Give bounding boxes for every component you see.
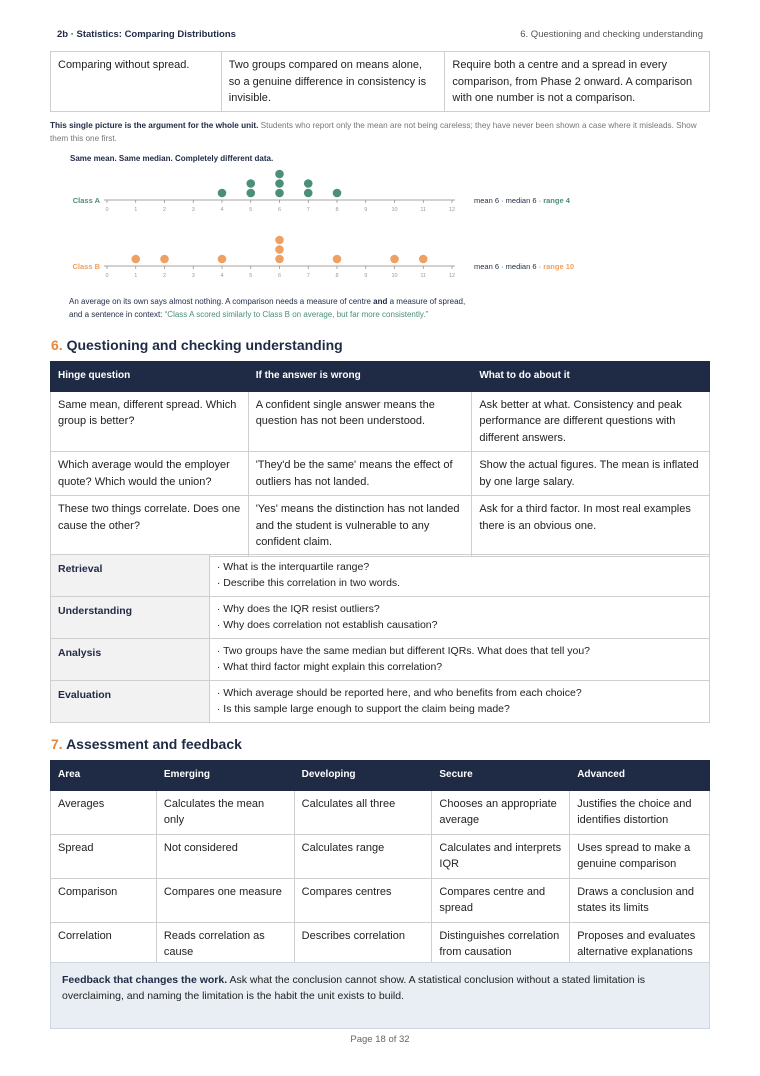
tick-label: 8 xyxy=(335,273,339,279)
table-cell: Distinguishes correlation from causation xyxy=(432,922,570,966)
table-cell: Justifies the choice and identifies distortion xyxy=(570,790,710,834)
tick-label: 3 xyxy=(191,273,195,279)
table-cell: Ask better at what. Consistency and peak performance are different questions with different answers. xyxy=(472,391,710,452)
table-header-row xyxy=(51,362,710,392)
caption-text: An average on its own says almost nothing. A comparison needs a measure of centre xyxy=(69,297,374,306)
table-cell: Chooses an appropriate average xyxy=(432,790,570,834)
table-row xyxy=(51,922,710,966)
series-summary xyxy=(474,196,571,205)
table-cell: Uses spread to make a genuine comparison xyxy=(570,834,710,878)
table-cell: Proposes and evaluates alternative explanations xyxy=(570,922,710,966)
table-cell: 'Yes' means the distinction has not landed and the student is vulnerable to any confident claim. xyxy=(248,496,472,557)
table-cell: Show the actual figures. The mean is inflated by one large salary. xyxy=(472,452,710,496)
tick-label: 0 xyxy=(105,207,109,213)
column-header: Hinge question xyxy=(51,362,249,392)
table-row xyxy=(51,639,710,681)
carryover-table xyxy=(50,51,710,112)
table-cell: Require both a centre and a spread in every comparison, from Phase 2 onward. A comparison with one number is not a comparison. xyxy=(445,52,710,112)
tick-label: 9 xyxy=(364,207,368,213)
tick-label: 7 xyxy=(306,207,310,213)
question-level-label: Analysis xyxy=(51,639,210,681)
tick-label: 1 xyxy=(134,207,138,213)
table-row xyxy=(51,878,710,922)
question-levels-table xyxy=(50,554,710,723)
table-cell: Ask for a third factor. In most real examples there is an obvious one. xyxy=(472,496,710,557)
header-section-title: 6. Questioning and checking understanding xyxy=(520,29,703,40)
data-point xyxy=(333,189,342,198)
section-heading xyxy=(51,337,343,353)
table-row xyxy=(51,681,710,723)
table-row xyxy=(51,391,710,452)
tick-label: 9 xyxy=(364,273,368,279)
data-point xyxy=(304,189,313,198)
table-cell: Reads correlation as cause xyxy=(156,922,294,966)
figure-intro-bold: This single picture is the argument for the whole unit. xyxy=(50,121,259,130)
data-point xyxy=(275,189,284,198)
question-level-label: Understanding xyxy=(51,597,210,639)
table-cell: Comparison xyxy=(51,878,157,922)
tick-label: 6 xyxy=(277,273,282,279)
summary-centre: mean 6 · median 6 · xyxy=(474,196,544,205)
data-point xyxy=(333,255,342,264)
table-cell: Same mean, different spread. Which group is better? xyxy=(51,391,249,452)
summary-range: range 4 xyxy=(543,196,570,205)
table-cell: Comparing without spread. xyxy=(51,52,222,112)
table-cell: These two things correlate. Does one cause the other? xyxy=(51,496,249,557)
section-number: 7. xyxy=(51,736,63,752)
data-point xyxy=(390,255,399,264)
data-point xyxy=(218,189,227,198)
question-prompt: · Why does correlation not establish causation? xyxy=(216,619,438,631)
column-header: Developing xyxy=(294,761,432,791)
table-cell: A confident single answer means the question has not been understood. xyxy=(248,391,472,452)
series-label: Class B xyxy=(72,262,100,271)
tick-label: 12 xyxy=(448,207,456,213)
tick-label: 6 xyxy=(277,207,282,213)
series-label: Class A xyxy=(72,196,100,205)
data-point xyxy=(218,255,227,264)
data-point xyxy=(275,236,284,245)
tick-label: 11 xyxy=(420,273,427,279)
table-cell: Calculates and interprets IQR xyxy=(432,834,570,878)
table-cell: Describes correlation xyxy=(294,922,432,966)
column-header: What to do about it xyxy=(472,362,710,392)
data-point xyxy=(275,245,284,254)
table-cell: 'They'd be the same' means the effect of outliers has not landed. xyxy=(248,452,472,496)
question-prompt: · Describe this correlation in two words. xyxy=(216,577,401,589)
tick-label: 10 xyxy=(391,207,398,213)
tick-label: 1 xyxy=(134,273,138,279)
caption-quote: “Class A scored similarly to Class B on average, but far more consistently.” xyxy=(164,310,429,319)
summary-centre: mean 6 · median 6 · xyxy=(474,262,544,271)
table-cell: Spread xyxy=(51,834,157,878)
feedback-callout xyxy=(50,962,710,1029)
caption-text: a measure of spread, xyxy=(387,297,466,306)
tick-label: 5 xyxy=(249,207,253,213)
table-cell: Two groups compared on means alone, so a genuine difference in consistency is invisible. xyxy=(221,52,445,112)
section-title: Questioning and checking understanding xyxy=(66,337,343,353)
chart-title: Same mean. Same median. Completely different data. xyxy=(70,154,274,163)
hinge-question-table xyxy=(50,361,710,557)
data-point xyxy=(304,179,313,188)
figure-intro xyxy=(50,119,710,145)
tick-label: 3 xyxy=(191,207,195,213)
data-point xyxy=(275,179,284,188)
data-point xyxy=(275,255,284,264)
figure-caption xyxy=(69,295,669,321)
table-row xyxy=(51,52,710,112)
question-level-prompts xyxy=(209,555,709,597)
question-level-prompts xyxy=(209,597,709,639)
table-row xyxy=(51,555,710,597)
section-heading xyxy=(51,736,242,752)
column-header: Emerging xyxy=(156,761,294,791)
data-point xyxy=(246,189,255,198)
tick-label: 7 xyxy=(306,273,310,279)
table-cell: Compares centre and spread xyxy=(432,878,570,922)
question-prompt: · Why does the IQR resist outliers? xyxy=(216,603,380,615)
table-cell: Not considered xyxy=(156,834,294,878)
table-cell: Calculates range xyxy=(294,834,432,878)
page-number: Page 18 of 32 xyxy=(350,1034,410,1045)
table-cell: Calculates the mean only xyxy=(156,790,294,834)
tick-label: 10 xyxy=(391,273,398,279)
tick-label: 2 xyxy=(162,273,167,279)
table-cell: Compares centres xyxy=(294,878,432,922)
feedback-title: Feedback that changes the work. xyxy=(62,974,228,986)
question-prompt: · Which average should be reported here, and who benefits from each choice? xyxy=(216,687,582,699)
column-header: Advanced xyxy=(570,761,710,791)
header-unit-title: 2b · Statistics: Comparing Distributions xyxy=(57,29,236,40)
question-level-prompts xyxy=(209,639,709,681)
table-row xyxy=(51,597,710,639)
summary-range: range 10 xyxy=(543,262,575,271)
table-row xyxy=(51,790,710,834)
table-cell: Calculates all three xyxy=(294,790,432,834)
tick-label: 4 xyxy=(220,273,224,279)
data-point xyxy=(131,255,140,264)
section-title: Assessment and feedback xyxy=(66,736,242,752)
data-point xyxy=(419,255,428,264)
question-level-label: Retrieval xyxy=(51,555,210,597)
table-cell: Draws a conclusion and states its limits xyxy=(570,878,710,922)
table-row xyxy=(51,452,710,496)
running-header xyxy=(57,29,703,43)
question-prompt: · Is this sample large enough to support the claim being made? xyxy=(216,703,510,715)
table-cell: Averages xyxy=(51,790,157,834)
feedback-text: Ask what the conclusion cannot show. A statistical conclusion without a stated limitation is overclaiming, and naming the limitation is the habit the unit exists to build. xyxy=(62,974,646,1002)
question-level-label: Evaluation xyxy=(51,681,210,723)
table-cell: Correlation xyxy=(51,922,157,966)
question-level-prompts xyxy=(209,681,709,723)
section-number: 6. xyxy=(51,337,63,353)
question-prompt: · What third factor might explain this correlation? xyxy=(216,661,443,673)
data-point xyxy=(160,255,169,264)
table-cell: Compares one measure xyxy=(156,878,294,922)
caption-emphasis: and xyxy=(373,297,388,306)
figure-intro-text: Students who report only the mean are not being careless; they have never been shown a case where it misleads. Show them this one first. xyxy=(50,121,697,143)
tick-label: 5 xyxy=(249,273,253,279)
question-prompt: · What is the interquartile range? xyxy=(216,561,370,573)
tick-label: 0 xyxy=(105,273,109,279)
tick-label: 12 xyxy=(448,273,456,279)
table-header-row xyxy=(51,761,710,791)
data-point xyxy=(246,179,255,188)
column-header: If the answer is wrong xyxy=(248,362,472,392)
tick-label: 11 xyxy=(420,207,427,213)
table-row xyxy=(51,834,710,878)
data-point xyxy=(275,170,284,179)
tick-label: 2 xyxy=(162,207,167,213)
column-header: Secure xyxy=(432,761,570,791)
series-summary xyxy=(474,262,574,271)
column-header: Area xyxy=(51,761,157,791)
question-prompt: · Two groups have the same median but different IQRs. What does that tell you? xyxy=(216,645,591,657)
table-cell: Which average would the employer quote? Which would the union? xyxy=(51,452,249,496)
caption-text: and a sentence in context: xyxy=(69,310,165,319)
table-row xyxy=(51,496,710,557)
assessment-rubric-table xyxy=(50,760,710,967)
tick-label: 8 xyxy=(335,207,339,213)
tick-label: 4 xyxy=(220,207,224,213)
